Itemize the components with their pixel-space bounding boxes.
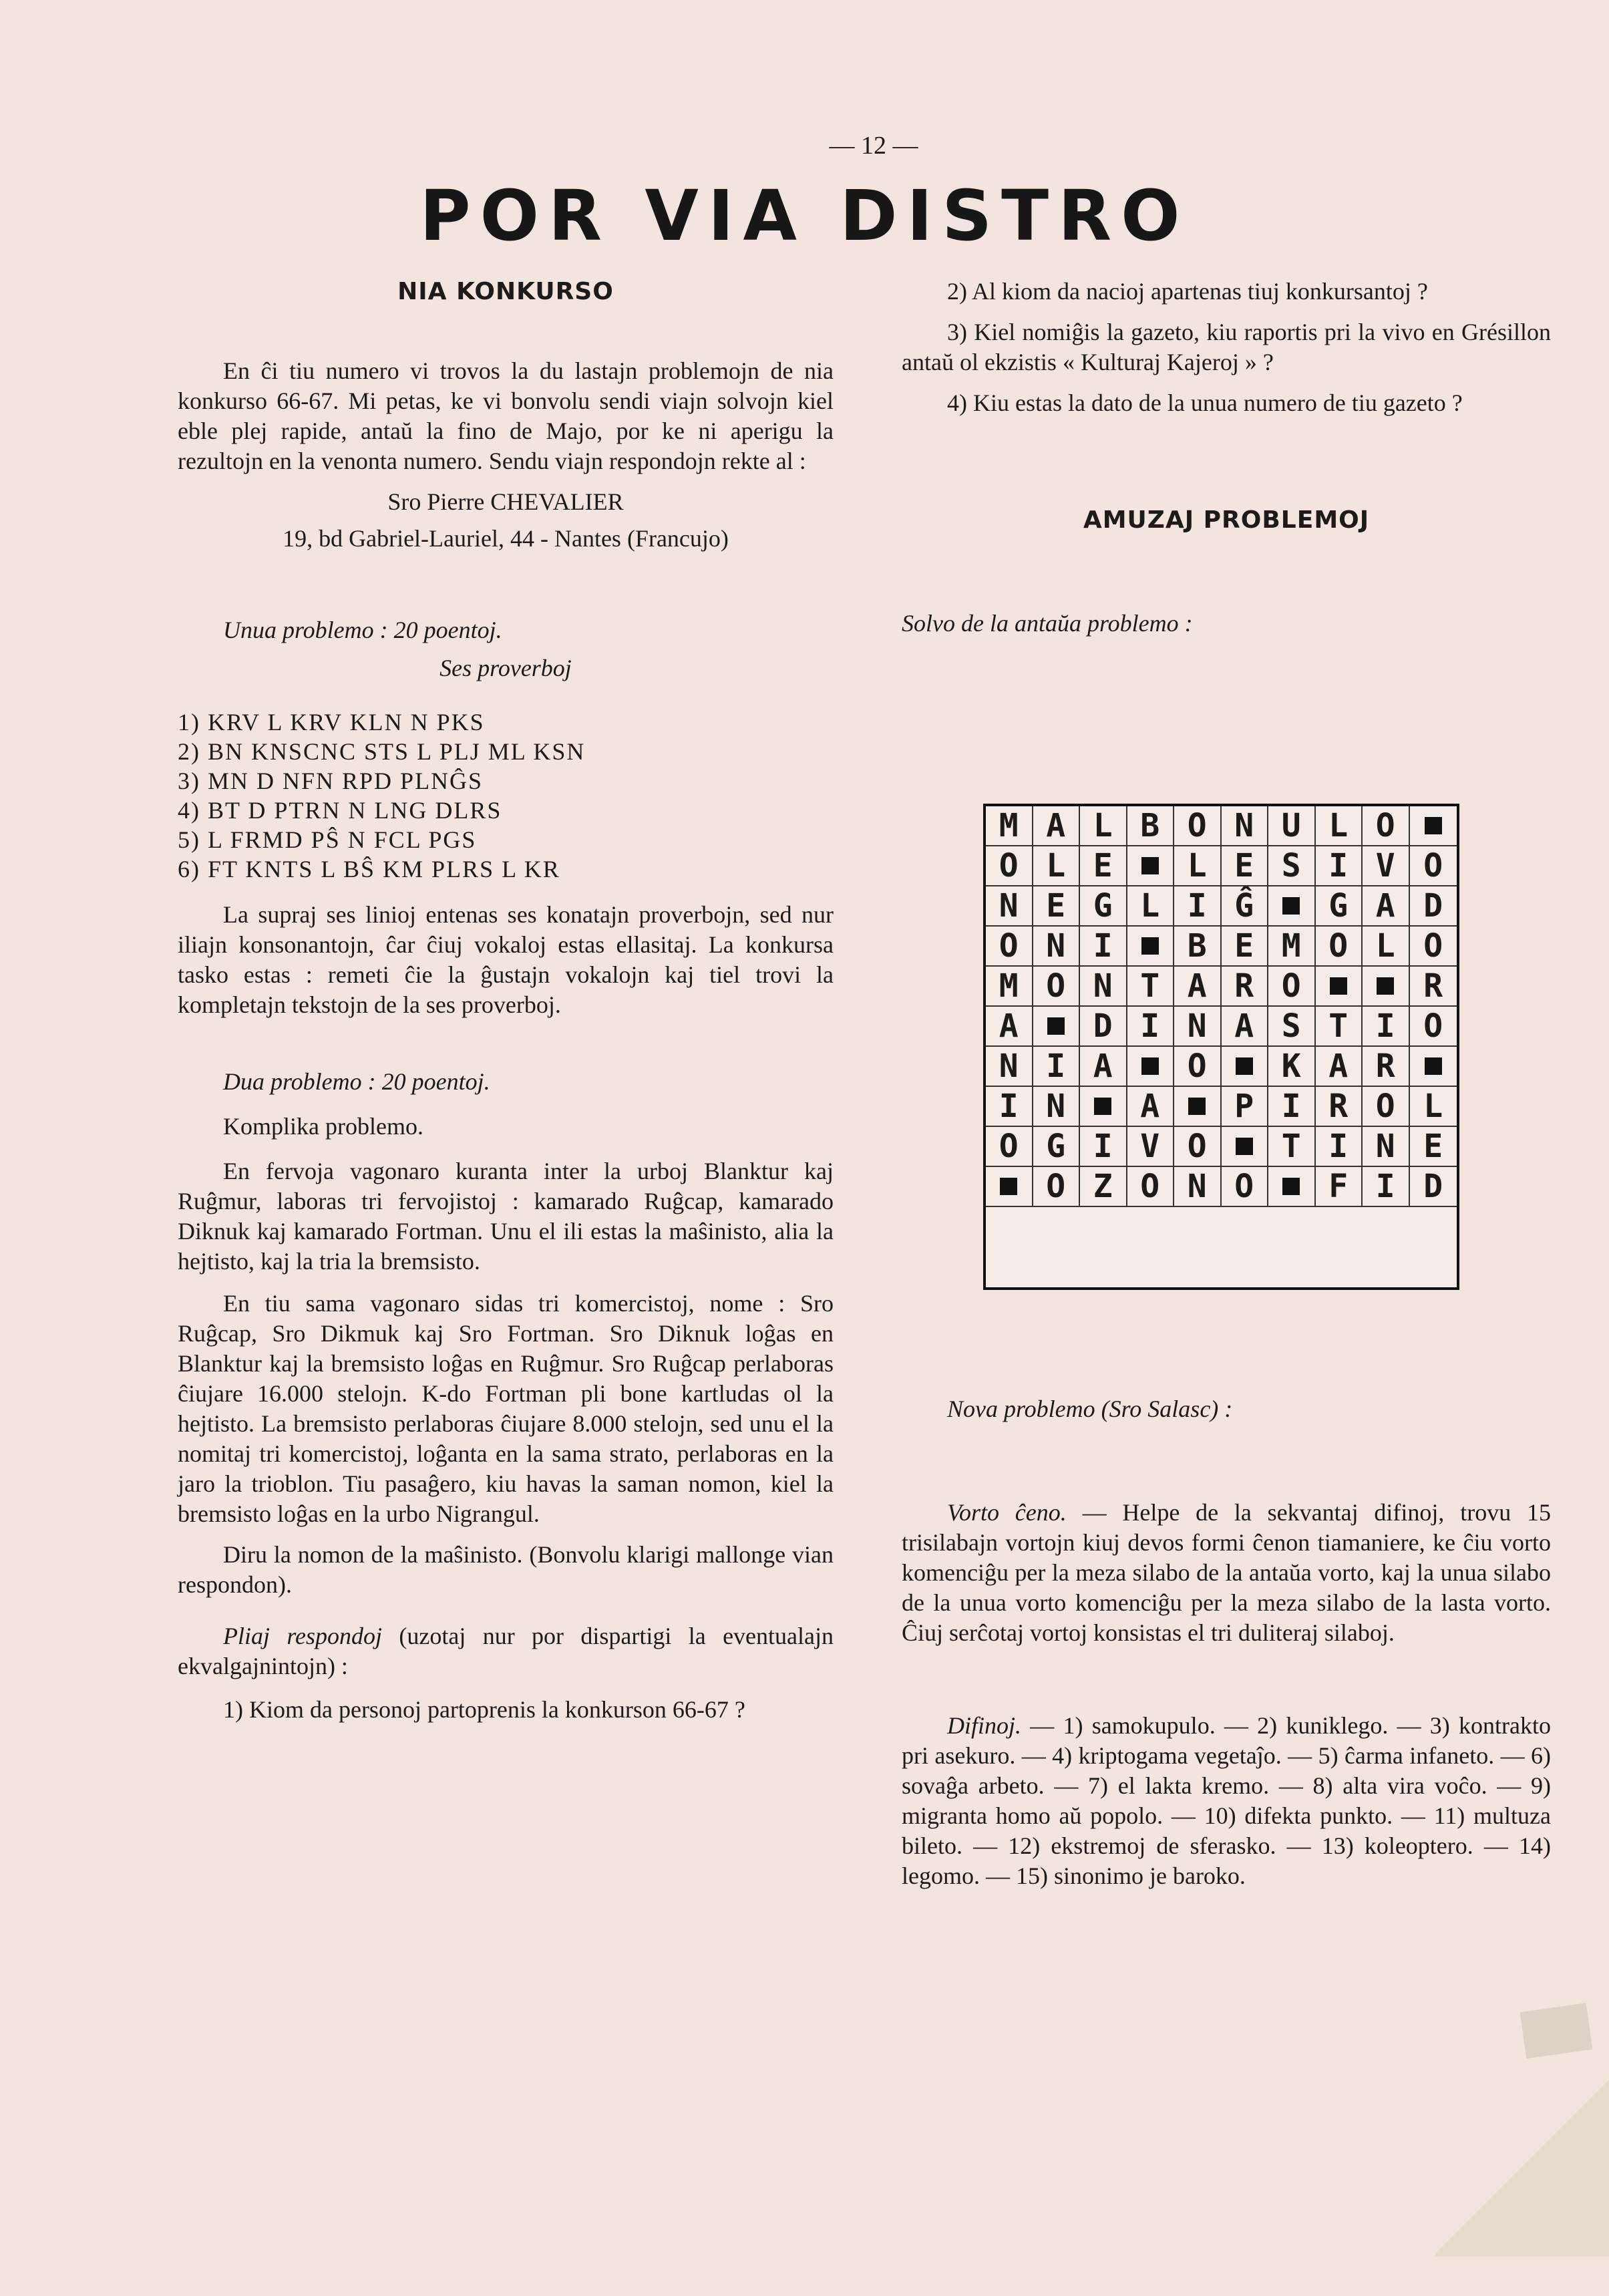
extra-answers-desc: (uzotaj nur por dispartigi la eventualajn ekvalgajnintojn) :: [178, 1623, 834, 1679]
tape-mark: [1520, 2003, 1593, 2058]
grid-cell: D: [1080, 1007, 1127, 1047]
grid-cell: G: [1316, 886, 1363, 927]
grid-cell: I: [1316, 846, 1363, 886]
grid-cell: R: [1410, 967, 1457, 1007]
grid-cell: M: [1268, 927, 1316, 967]
grid-cell: L: [1363, 927, 1410, 967]
grid-block: [1174, 1087, 1222, 1127]
grid-cell: A: [1033, 806, 1081, 846]
grid-cell: M: [986, 806, 1033, 846]
grid-cell: V: [1127, 1127, 1175, 1167]
grid-cell: L: [1410, 1087, 1457, 1127]
grid-cell: M: [986, 967, 1033, 1007]
grid-cell: G: [1033, 1127, 1081, 1167]
grid-cell: L: [1033, 846, 1081, 886]
grid-cell: I: [1174, 886, 1222, 927]
grid-cell: G: [1080, 886, 1127, 927]
chain-word-text: — Helpe de la sekvantaj difinoj, trovu 15 trisilabajn vortojn kiuj devos formi ĉenon tiamaniere, ke ĉiu vorto komenciĝu per la meza silabo de la antaŭa vorto, kaj la unua silabo de la unua vorto komenciĝu per la meza silabo de la lasta vorto. Ĉiuj serĉotaj vortoj konsistas el tri duliteraj silaboj.: [902, 1499, 1551, 1646]
grid-cell: O: [1127, 1167, 1175, 1207]
address-line: 19, bd Gabriel-Lauriel, 44 - Nantes (Francujo): [283, 525, 729, 552]
list-item: 5) L FRMD PŜ N FCL PGS: [178, 826, 477, 853]
grid-cell: O: [1363, 806, 1410, 846]
list-item: 2) BN KNSCNC STS L PLJ ML KSN: [178, 738, 586, 765]
grid-block: [1410, 1047, 1457, 1087]
grid-block: [1222, 1047, 1269, 1087]
grid-cell: I: [986, 1087, 1033, 1127]
grid-cell: O: [1410, 1007, 1457, 1047]
grid-cell: N: [1033, 927, 1081, 967]
grid-block: [1222, 1127, 1269, 1167]
grid-cell: E: [1222, 927, 1269, 967]
grid-cell: K: [1268, 1047, 1316, 1087]
grid-cell: A: [1222, 1007, 1269, 1047]
grid-cell: Ĝ: [1222, 886, 1269, 927]
grid-cell: I: [1127, 1007, 1175, 1047]
solution-title: Solvo de la antaŭa problemo :: [902, 610, 1193, 637]
contest-intro: En ĉi tiu numero vi trovos la du lastajn problemojn de nia konkurso 66-67. Mi petas, ke vi bonvolu sendi viajn solvojn kiel eble plej rapide, antaŭ la fino de Majo, por ke ni aperigu la rezultojn en la venonta numero. Sendu viajn respondojn rekte al :: [178, 357, 834, 474]
grid-cell: I: [1363, 1007, 1410, 1047]
grid-cell: I: [1268, 1087, 1316, 1127]
grid-block: [986, 1167, 1033, 1207]
question-four: 4) Kiu estas la dato de la unua numero de tiu gazeto ?: [947, 389, 1463, 416]
problem-two-question: Diru la nomon de la maŝinisto. (Bonvolu klarigi mallonge vian respondon).: [178, 1541, 834, 1598]
page-title: POR VIA DISTRO: [419, 175, 1190, 257]
grid-block: [1033, 1007, 1081, 1047]
grid-cell: L: [1174, 846, 1222, 886]
grid-cell: E: [1222, 846, 1269, 886]
grid-cell: S: [1268, 1007, 1316, 1047]
grid-cell: Z: [1080, 1167, 1127, 1207]
chain-word-title: Vorto ĉeno.: [947, 1499, 1067, 1526]
grid-cell: O: [986, 1127, 1033, 1167]
grid-block: [1127, 1047, 1175, 1087]
grid-block: [1363, 967, 1410, 1007]
list-item: 3) MN D NFN RPD PLNĜS: [178, 768, 484, 794]
problem-one-text: La supraj ses linioj entenas ses konatajn proverbojn, sed nur iliajn konsonantojn, ĉar ĉiuj vokaloj estas ellasitaj. La konkursa tasko estas : remeti ĉie la ĝustajn vokalojn kaj tiel trovi la kompletajn tekstojn de la ses proverboj.: [178, 901, 834, 1018]
list-item: 4) BT D PTRN N LNG DLRS: [178, 797, 502, 824]
list-item: 1) KRV L KRV KLN N PKS: [178, 709, 485, 735]
grid-cell: O: [1410, 846, 1457, 886]
grid-cell: I: [1033, 1047, 1081, 1087]
grid-cell: R: [1363, 1047, 1410, 1087]
left-column: [178, 277, 834, 1725]
grid-cell: O: [1033, 967, 1081, 1007]
grid-cell: R: [1316, 1087, 1363, 1127]
grid-cell: O: [1174, 1127, 1222, 1167]
grid-cell: O: [1363, 1087, 1410, 1127]
grid-cell: A: [1363, 886, 1410, 927]
grid-block: [1268, 1167, 1316, 1207]
grid-cell: O: [1316, 927, 1363, 967]
grid-cell: O: [986, 846, 1033, 886]
grid-cell: I: [1080, 927, 1127, 967]
grid-cell: E: [1080, 846, 1127, 886]
grid-cell: L: [1316, 806, 1363, 846]
address-name: Sro Pierre CHEVALIER: [387, 488, 624, 515]
grid-cell: N: [1033, 1087, 1081, 1127]
grid-cell: F: [1316, 1167, 1363, 1207]
grid-cell: N: [986, 1047, 1033, 1087]
problem-two-title: Dua problemo : 20 poentoj.: [223, 1068, 490, 1095]
grid-cell: I: [1363, 1167, 1410, 1207]
right-column: [902, 277, 1551, 639]
grid-cell: O: [1268, 967, 1316, 1007]
problem-one-subtitle: Ses proverboj: [439, 655, 572, 681]
crossword-grid: [983, 804, 1459, 1290]
question-two: 2) Al kiom da nacioj apartenas tiuj konkursantoj ?: [947, 278, 1428, 305]
grid-cell: N: [1080, 967, 1127, 1007]
grid-cell: O: [1174, 1047, 1222, 1087]
grid-cell: O: [1410, 927, 1457, 967]
problem-one-title: Unua problemo : 20 poentoj.: [223, 617, 502, 643]
grid-cell: A: [1316, 1047, 1363, 1087]
grid-cell: U: [1268, 806, 1316, 846]
page-number: — 12 —: [829, 132, 918, 160]
question-three: 3) Kiel nomiĝis la gazeto, kiu raportis pri la vivo en Grésillon antaŭ ol ekzistis « Kulturaj Kajeroj » ?: [902, 319, 1551, 375]
grid-block: [1127, 846, 1175, 886]
grid-cell: O: [986, 927, 1033, 967]
grid-cell: R: [1222, 967, 1269, 1007]
problem-two-subtitle: Komplika problemo.: [223, 1113, 423, 1140]
grid-cell: N: [986, 886, 1033, 927]
amusement-heading: AMUZAJ PROBLEMOJ: [1083, 506, 1370, 534]
new-problem-title: Nova problemo (Sro Salasc) :: [947, 1396, 1233, 1422]
extra-question-one: 1) Kiom da personoj partoprenis la konkurson 66-67 ?: [223, 1696, 745, 1723]
grid-cell: V: [1363, 846, 1410, 886]
grid-cell: T: [1268, 1127, 1316, 1167]
grid-cell: O: [1033, 1167, 1081, 1207]
grid-cell: P: [1222, 1087, 1269, 1127]
definitions-title: Difinoj.: [947, 1712, 1022, 1739]
grid-cell: O: [1174, 806, 1222, 846]
grid-cell: T: [1127, 967, 1175, 1007]
grid-block: [1268, 886, 1316, 927]
grid-cell: L: [1080, 806, 1127, 846]
grid-cell: I: [1080, 1127, 1127, 1167]
grid-cell: A: [1127, 1087, 1175, 1127]
problem-two-paragraph-two: En tiu sama vagonaro sidas tri komercistoj, nome : Sro Ruĝcap, Sro Dikmuk kaj Sro Fortman. Sro Diknuk loĝas en Blanktur kaj la bremsisto loĝas en Ruĝmur. Sro Ruĝcap perlaboras ĉiujare 16.000 stelojn. K-do Fortman pli bone kartludas ol la hejtisto. La bremsisto perlaboras ĉiujare 8.000 stelojn, sed unu el la nomitaj tri komercistoj, loĝanta en la sama strato, perlaboras en la jaro la trioblon. Tiu pasaĝero, kiu havas la saman nomon, kiel la bremsisto loĝas en la urbo Nigrangul.: [178, 1290, 834, 1527]
grid-cell: N: [1222, 806, 1269, 846]
grid-cell: A: [986, 1007, 1033, 1047]
proverb-list: [178, 707, 834, 884]
grid-cell: E: [1410, 1127, 1457, 1167]
grid-cell: B: [1174, 927, 1222, 967]
grid-cell: N: [1174, 1007, 1222, 1047]
extra-answers-title: Pliaj respondoj: [223, 1623, 383, 1649]
problem-two-paragraph-one: En fervoja vagonaro kuranta inter la urboj Blanktur kaj Ruĝmur, laboras tri fervojistoj : kamarado Ruĝcap, kamarado Diknuk kaj kamarado Fortman. Unu el ili estas la maŝinisto, alia la hejtisto, kaj la tria la bremsisto.: [178, 1158, 834, 1275]
grid-cell: A: [1174, 967, 1222, 1007]
contest-heading: NIA KONKURSO: [397, 278, 614, 305]
grid-block: [1316, 967, 1363, 1007]
grid-cell: D: [1410, 886, 1457, 927]
definitions-text: — 1) samokupulo. — 2) kuniklego. — 3) kontrakto pri asekuro. — 4) kriptogama vegetaĵo. — 5) ĉarma infaneto. — 6) sovaĝa arbeto. — 7) el lakta kremo. — 8) alta vira voĉo. — 9) migranta homo aŭ popolo. — 10) difekta punkto. — 11) multuza bileto. — 12) ekstremoj de sferasko. — 13) koleoptero. — 14) legomo. — 15) sinonimo je baroko.: [902, 1712, 1551, 1889]
grid-block: [1080, 1087, 1127, 1127]
grid-cell: T: [1316, 1007, 1363, 1047]
grid-cell: E: [1033, 886, 1081, 927]
grid-cell: B: [1127, 806, 1175, 846]
grid-block: [1410, 806, 1457, 846]
grid-cell: D: [1410, 1167, 1457, 1207]
grid-cell: S: [1268, 846, 1316, 886]
list-item: 6) FT KNTS L BŜ KM PLRS L KR: [178, 856, 560, 882]
grid-cell: A: [1080, 1047, 1127, 1087]
grid-cell: I: [1316, 1127, 1363, 1167]
grid-cell: O: [1222, 1167, 1269, 1207]
grid-cell: L: [1127, 886, 1175, 927]
grid-cell: N: [1174, 1167, 1222, 1207]
right-column-lower: [902, 1394, 1551, 1891]
grid-block: [1127, 927, 1175, 967]
grid-cell: N: [1363, 1127, 1410, 1167]
